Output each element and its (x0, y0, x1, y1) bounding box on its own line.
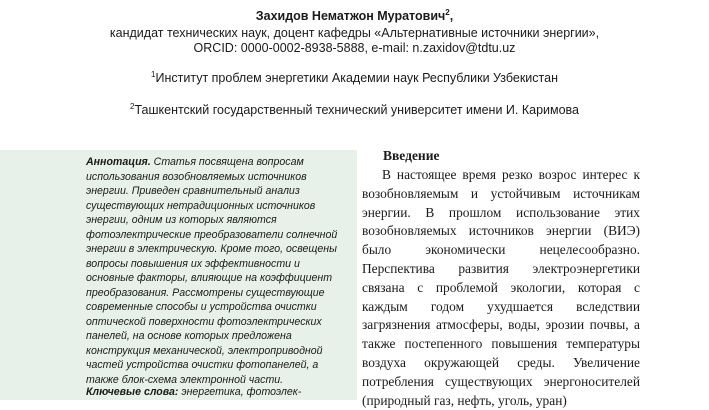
affiliation-1 (0, 71, 709, 85)
affiliation-text: Ташкентский государственный технический университет имени И. Каримова (134, 103, 579, 117)
introduction-paragraph: В настоящее время резко возрос интерес к возобновляемым и устойчивым источникам энергии. В прошлом использование этих возобновляемых источников энергии (ВИЭ) было экономически нецелесообразно. Перспектива развития электроэнергетики связана с проблемой экологии, которая с каждым годом ухудшается вследствии загрязнения атмосферы, воды, эрозии почвы, а также постепенного повышения температуры воздуха окружающей среды. Увеличение потребления существующих энергоносителей (природный газ, нефть, уголь, уран) (362, 167, 640, 408)
author-contact: ORCID: 0000-0002-8938-5888, e-mail: n.zaxidov@tdtu.uz (193, 41, 516, 55)
abstract-panel (0, 150, 357, 400)
affiliation-text: Институт проблем энергетики Академии наук Республики Узбекистан (155, 71, 558, 85)
affiliation-2 (0, 103, 709, 117)
affiliation-mark: 1 (151, 69, 156, 79)
author-name (0, 8, 709, 24)
keywords (86, 385, 348, 400)
author-position: кандидат технических наук, доцент кафедры «Альтернативные источники энергии», (109, 26, 600, 40)
author-name-text: Захидов Нематжон Муратович (255, 9, 446, 23)
abstract-label: Аннотация. (86, 156, 151, 168)
abstract-body: Статья посвящена вопросам использования возобновляемых источников энергии. Приведен сравнительный анализ существующих нетрадиционных источников энергии, одним из которых являются фотоэлектрические преобразователи солнечной энергии в электрическую. Кроме того, освещены вопросы повышения их эффективности и основные факторы, влияющие на коэффициент преобразования. Рассмотрены существующие современные способы и устройства очистки оптической поверхности фотоэлектрических панелей, на основе которых предложена конструкция механической, электроприводной частей устройства очистки фотопанелей, а также блок-схема электронной части. (86, 156, 338, 386)
section-heading-introduction: Введение (383, 148, 440, 163)
keywords-body: энергетика, фотоэлек- (178, 386, 302, 398)
abstract (86, 155, 348, 387)
author-affiliation-mark: 2 (445, 7, 450, 17)
affiliation-mark: 2 (130, 101, 135, 111)
keywords-label: Ключевые слова: (86, 386, 179, 398)
author-name-suffix: , (449, 9, 454, 23)
